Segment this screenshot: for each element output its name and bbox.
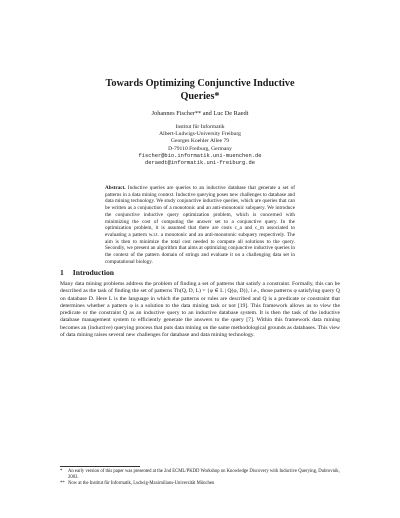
footnote-2-text: Now at the Institut für Informatik, Ludwig-Maximilians-Universität München: [68, 481, 215, 487]
affiliation-street: Georges Koehler Allee 79: [170, 138, 230, 145]
paper-title: [70, 77, 330, 103]
footnote-1-mark: *: [60, 469, 63, 474]
affiliation-city: D-79110 Freiburg, Germany: [168, 145, 232, 152]
abstract-text: Inductive queries are queries to an inductive database that generate a set of patterns in a data mining context. Inductive querying poses new challenges to database and data mining technology. We study conjunctive inductive queries, which are queries that can be written as a conjunction of a monotonic and an anti-monotonic subquery. We introduce the conjunctive inductive query optimization problem, which is concerned with minimizing the cost of computing the answer set to a conjunctive query. In the optimization problem, it is assumed that there are costs c_a and c_m associated to evaluating a pattern w.r.t. a monotonic and an anti-monotonic subquery respectively. The aim is then to minimize the total cost needed to compute all solutions to the query. Secondly, we present an algorithm that aims at optimizing conjunctive inductive queries in the context of the pattern domain of strings and evaluate it on a challenging data set in computational biology.: [105, 185, 296, 265]
section-heading: [60, 268, 114, 277]
footnote-1: [60, 469, 340, 481]
affiliation-university: Albert-Ludwigs-University Freiburg: [159, 131, 241, 138]
footnote-divider: [60, 466, 140, 467]
affiliation-email-1: fischer@bio.informatik.uni-muenchen.de: [138, 152, 262, 159]
paper-authors: Johannes Fischer** and Luc De Raedt: [151, 110, 249, 117]
abstract-heading: Abstract.: [105, 185, 126, 191]
affiliation-institute: Institut für Informatik: [175, 124, 225, 130]
paper-title-line-2: Queries*: [180, 91, 220, 102]
section-title: Introduction: [72, 268, 115, 277]
footnote-1-text: An early version of this paper was presented at the 2nd ECML/PKDD Workshop on Knowledge Discovery with Inductive Querying, Dubrovnik, 2003.: [68, 469, 340, 481]
paper-title-line-1: Towards Optimizing Conjunctive Inductive: [105, 78, 295, 89]
introduction-paragraph: Many data mining problems address the problem of finding a set of patterns that satisfy a constraint. Formally, this can be described as the task of finding the set of patterns Th(Q, D, L) = {φ ∈ L | Q(φ, D)}, i.e., those patterns φ satisfying query Q on database D. Here L is the language in which the patterns or rules are described and Q is a predicate or constraint that determines whether a pattern φ is a solution to the data mining task or not [19]. This framework allows us to view the predicate or the constraint Q as an inductive query to an inductive database system. It is then the task of the inductive database management system to efficiently generate the answers to the query [7]. Within this framework data mining becomes an (inductive) querying process that puts data mining on the same methodological grounds as databases. This view of data mining raises several new challenges for database and data mining technology.: [60, 281, 340, 339]
author-affiliation: [60, 124, 340, 167]
abstract-block: [105, 185, 295, 265]
footnotes: [60, 469, 340, 487]
section-number: 1: [60, 268, 64, 277]
affiliation-email-2: deraedt@informatik.uni-freiburg.de: [145, 160, 255, 167]
footnote-2: [60, 481, 340, 487]
footnote-2-mark: **: [60, 481, 65, 487]
